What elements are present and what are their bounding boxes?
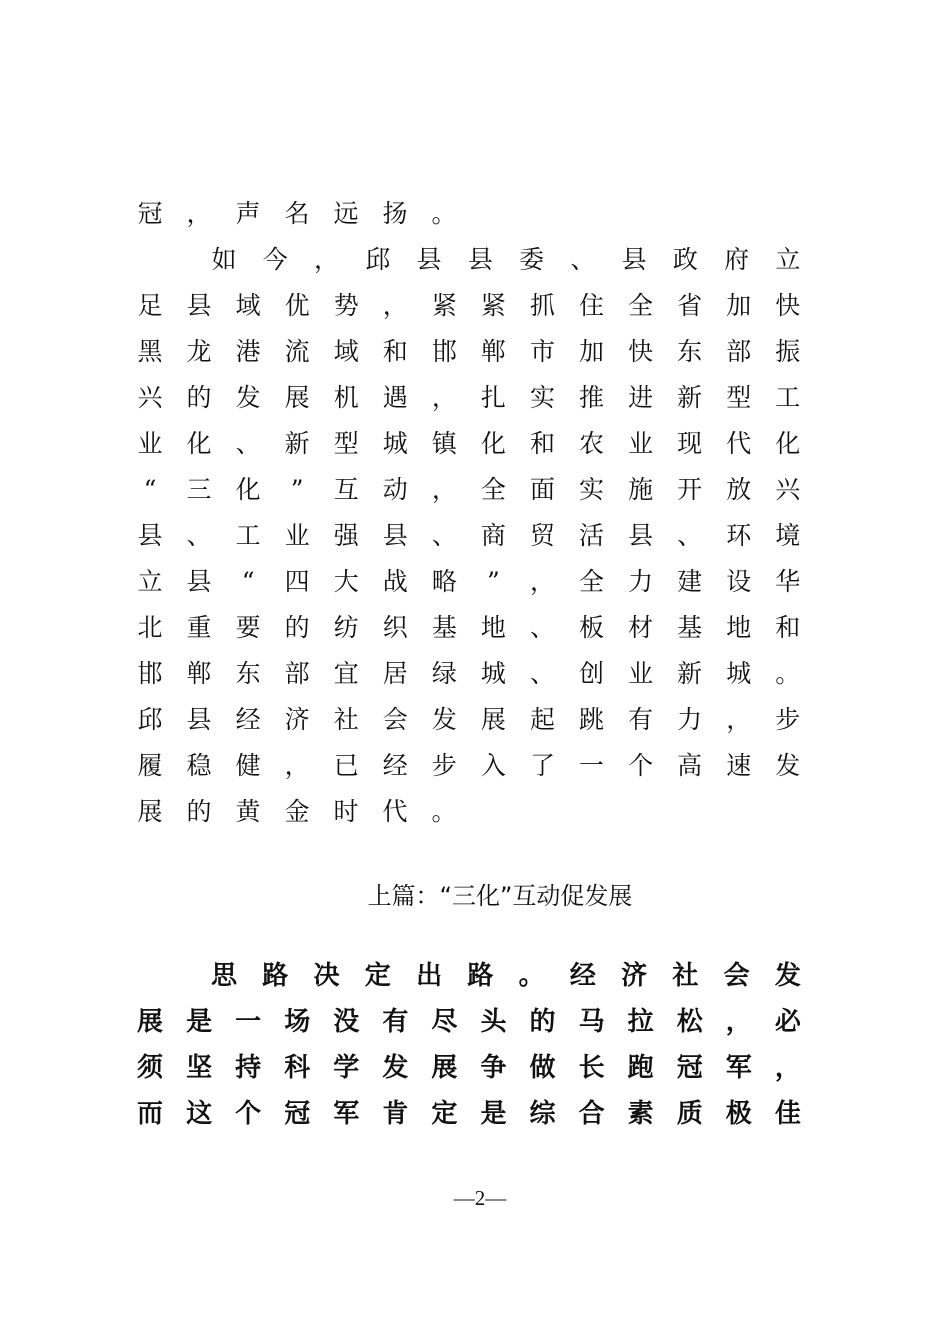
text-line: 足 县 域 优 势 ， 紧 紧 抓 住 全 省 加 快: [137, 291, 801, 320]
text-line: 履 稳 健 ， 已 经 步 入 了 一 个 高 速 发: [137, 751, 801, 780]
text-line: 兴 的 发 展 机 遇 ， 扎 实 推 进 新 型 工: [137, 383, 801, 412]
page-number: —2—: [453, 1186, 507, 1210]
text-line: 北 重 要 的 纺 织 基 地 、 板 材 基 地 和: [137, 613, 801, 642]
text-line: 立 县 “ 四 大 战 略 ” ， 全 力 建 设 华: [137, 567, 801, 596]
text-line: 黑 龙 港 流 域 和 邯 郸 市 加 快 东 部 振: [137, 337, 801, 366]
text-line: 县 、 工 业 强 县 、 商 贸 活 县 、 环 境: [137, 521, 801, 550]
text-line: 思 路 决 定 出 路 。 经 济 社 会 发: [211, 961, 801, 991]
text-line: 邯 郸 东 部 宜 居 绿 城 、 创 业 新 城 。: [137, 659, 801, 688]
text-line: 冠 ， 声 名 远 扬 。: [137, 199, 457, 228]
text-line: 须 坚 持 科 学 发 展 争 做 长 跑 冠 军 ，: [137, 1053, 801, 1083]
text-line: “ 三 化 ” 互 动 ， 全 面 实 施 开 放 兴: [143, 475, 801, 504]
text-line: 如 今 ， 邱 县 县 委 、 县 政 府 立: [211, 245, 801, 274]
text-line: 展 的 黄 金 时 代 。: [137, 797, 457, 826]
section-heading: 上篇：“三化”互动促发展: [367, 882, 633, 910]
text-line: 业 化 、 新 型 城 镇 化 和 农 业 现 代 化: [137, 429, 801, 458]
text-line: 邱 县 经 济 社 会 发 展 起 跳 有 力 ， 步: [137, 705, 801, 734]
text-line: 而 这 个 冠 军 肯 定 是 综 合 素 质 极 佳: [137, 1099, 801, 1129]
text-line: 展 是 一 场 没 有 尽 头 的 马 拉 松 ， 必: [137, 1007, 801, 1037]
